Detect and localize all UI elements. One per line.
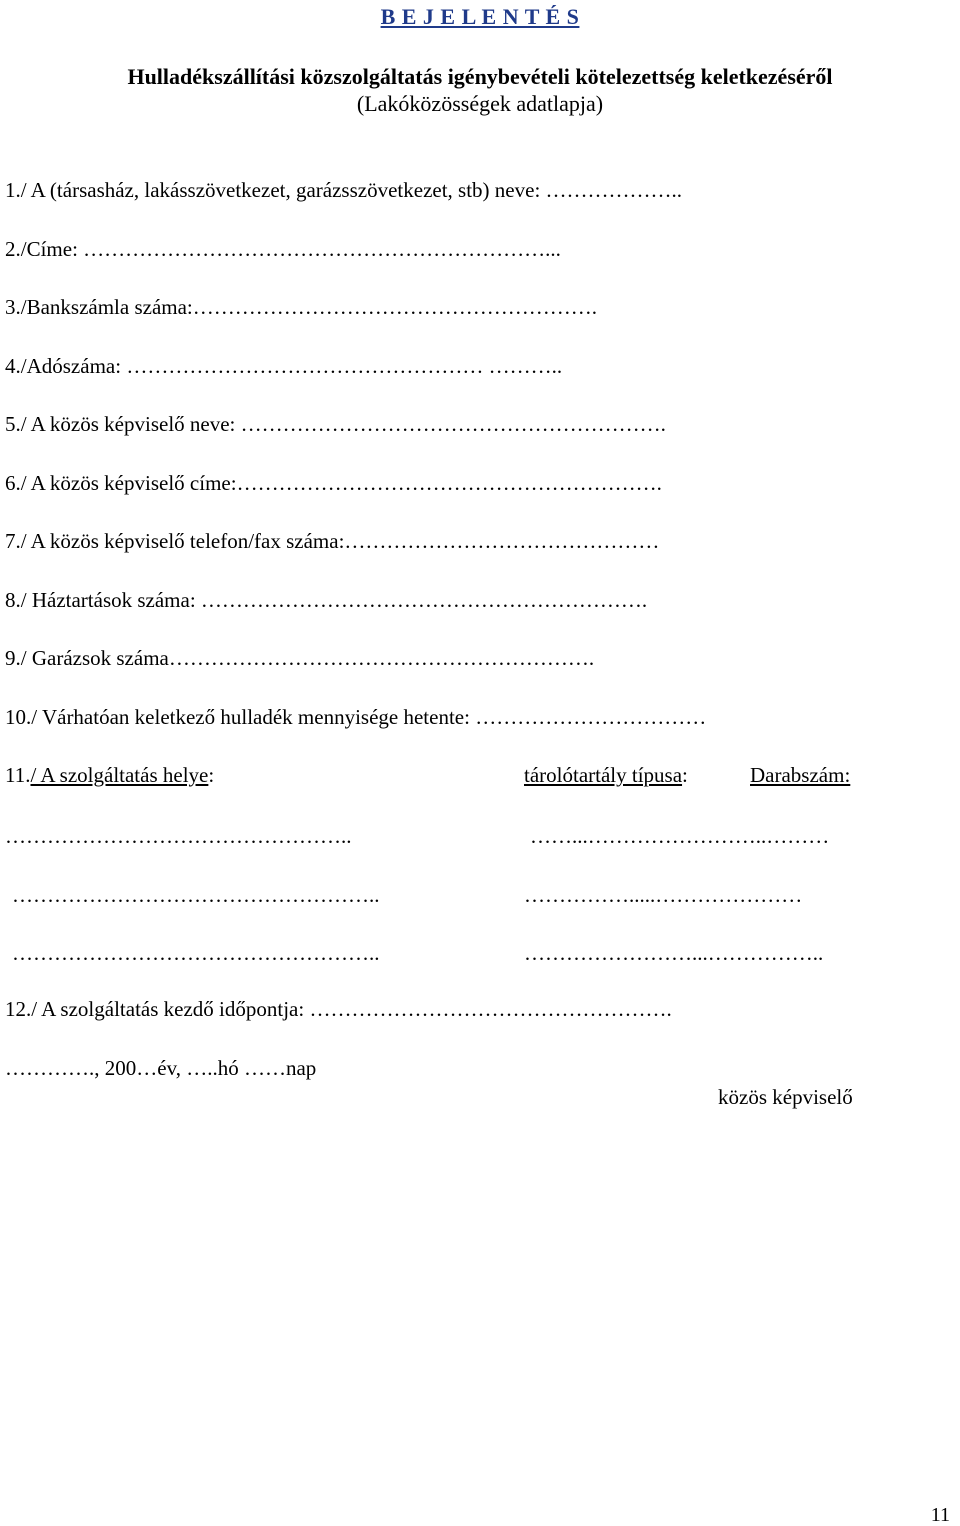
field-bank-account-label: 3./Bankszámla száma: bbox=[5, 295, 193, 319]
service-place-number: 11. bbox=[5, 763, 31, 787]
field-households bbox=[5, 590, 647, 611]
field-address-label: 2./Címe: bbox=[5, 237, 78, 261]
service-place-row-1: ………………………………………….. bbox=[5, 824, 352, 848]
field-tax-number bbox=[5, 356, 562, 377]
field-waste-amount-label: 10./ Várhatóan keletkező hulladék mennyisége hetente: bbox=[5, 705, 470, 729]
field-name-label: 1./ A (társasház, lakásszövetkezet, garázsszövetkezet, stb) neve: bbox=[5, 178, 541, 202]
field-name-blank: ……………….. bbox=[540, 178, 683, 202]
field-bank-account-blank: …………………………………………………. bbox=[192, 295, 598, 319]
container-type-row-1: ……...……………………..……… bbox=[530, 824, 830, 848]
container-type-heading bbox=[524, 765, 688, 786]
field-rep-address-blank: ……………………………………………………. bbox=[236, 471, 662, 495]
field-rep-phone-label: 7./ A közös képviselő telefon/fax száma: bbox=[5, 529, 345, 553]
field-garages bbox=[5, 648, 594, 669]
service-place-heading bbox=[5, 765, 214, 786]
field-bank-account bbox=[5, 297, 597, 318]
field-address-blank: …………………………………………………………... bbox=[77, 237, 561, 261]
quantity-heading: Darabszám: bbox=[750, 763, 851, 787]
service-place-row-2: …………………………………………….. bbox=[12, 883, 380, 907]
container-type-label: tárolótartály típusa bbox=[524, 763, 683, 787]
field-rep-phone bbox=[5, 531, 659, 552]
service-place-colon: : bbox=[208, 763, 215, 787]
container-type-colon: : bbox=[682, 763, 688, 787]
document-subtitle-note: (Lakóközösségek adatlapja) bbox=[356, 91, 604, 116]
field-tax-number-blank: …………………………………………… ……….. bbox=[121, 354, 563, 378]
date-line: …………., 200…év, …..hó ……nap bbox=[5, 1056, 317, 1080]
signature-label: közös képviselő bbox=[718, 1085, 853, 1109]
container-type-row-2: …………….....………………… bbox=[524, 883, 803, 907]
field-rep-address-label: 6./ A közös képviselő címe: bbox=[5, 471, 237, 495]
field-waste-amount bbox=[5, 707, 706, 728]
container-type-row-3: ……………………...…………….. bbox=[524, 941, 824, 965]
field-address bbox=[5, 239, 561, 260]
field-garages-label: 9./ Garázsok száma bbox=[5, 646, 169, 670]
document-title: B E J E L E N T É S bbox=[380, 4, 580, 29]
service-place-row-3: …………………………………………….. bbox=[12, 941, 380, 965]
field-rep-address bbox=[5, 473, 662, 494]
field-rep-phone-blank: ……………………………………… bbox=[344, 529, 660, 553]
field-waste-amount-blank: …………………………… bbox=[469, 705, 707, 729]
field-households-label: 8./ Háztartások száma: bbox=[5, 588, 196, 612]
field-start-date bbox=[5, 999, 672, 1020]
page-number: 11 bbox=[930, 1504, 950, 1526]
field-name bbox=[5, 180, 682, 201]
document-subtitle: Hulladékszállítási közszolgáltatás igénybevételi kötelezettség keletkezéséről bbox=[127, 64, 833, 89]
field-start-date-label: 12./ A szolgáltatás kezdő időpontja: bbox=[5, 997, 305, 1021]
field-start-date-blank: ……………………………………………. bbox=[304, 997, 672, 1021]
field-tax-number-label: 4./Adószáma: bbox=[5, 354, 122, 378]
field-garages-blank: ……………………………………………………. bbox=[168, 646, 595, 670]
field-rep-name-label: 5./ A közös képviselő neve: bbox=[5, 412, 236, 436]
service-place-label: / A szolgáltatás helye bbox=[30, 763, 209, 787]
field-rep-name-blank: ……………………………………………………. bbox=[235, 412, 666, 436]
field-rep-name bbox=[5, 414, 666, 435]
field-households-blank: ………………………………………………………. bbox=[195, 588, 648, 612]
